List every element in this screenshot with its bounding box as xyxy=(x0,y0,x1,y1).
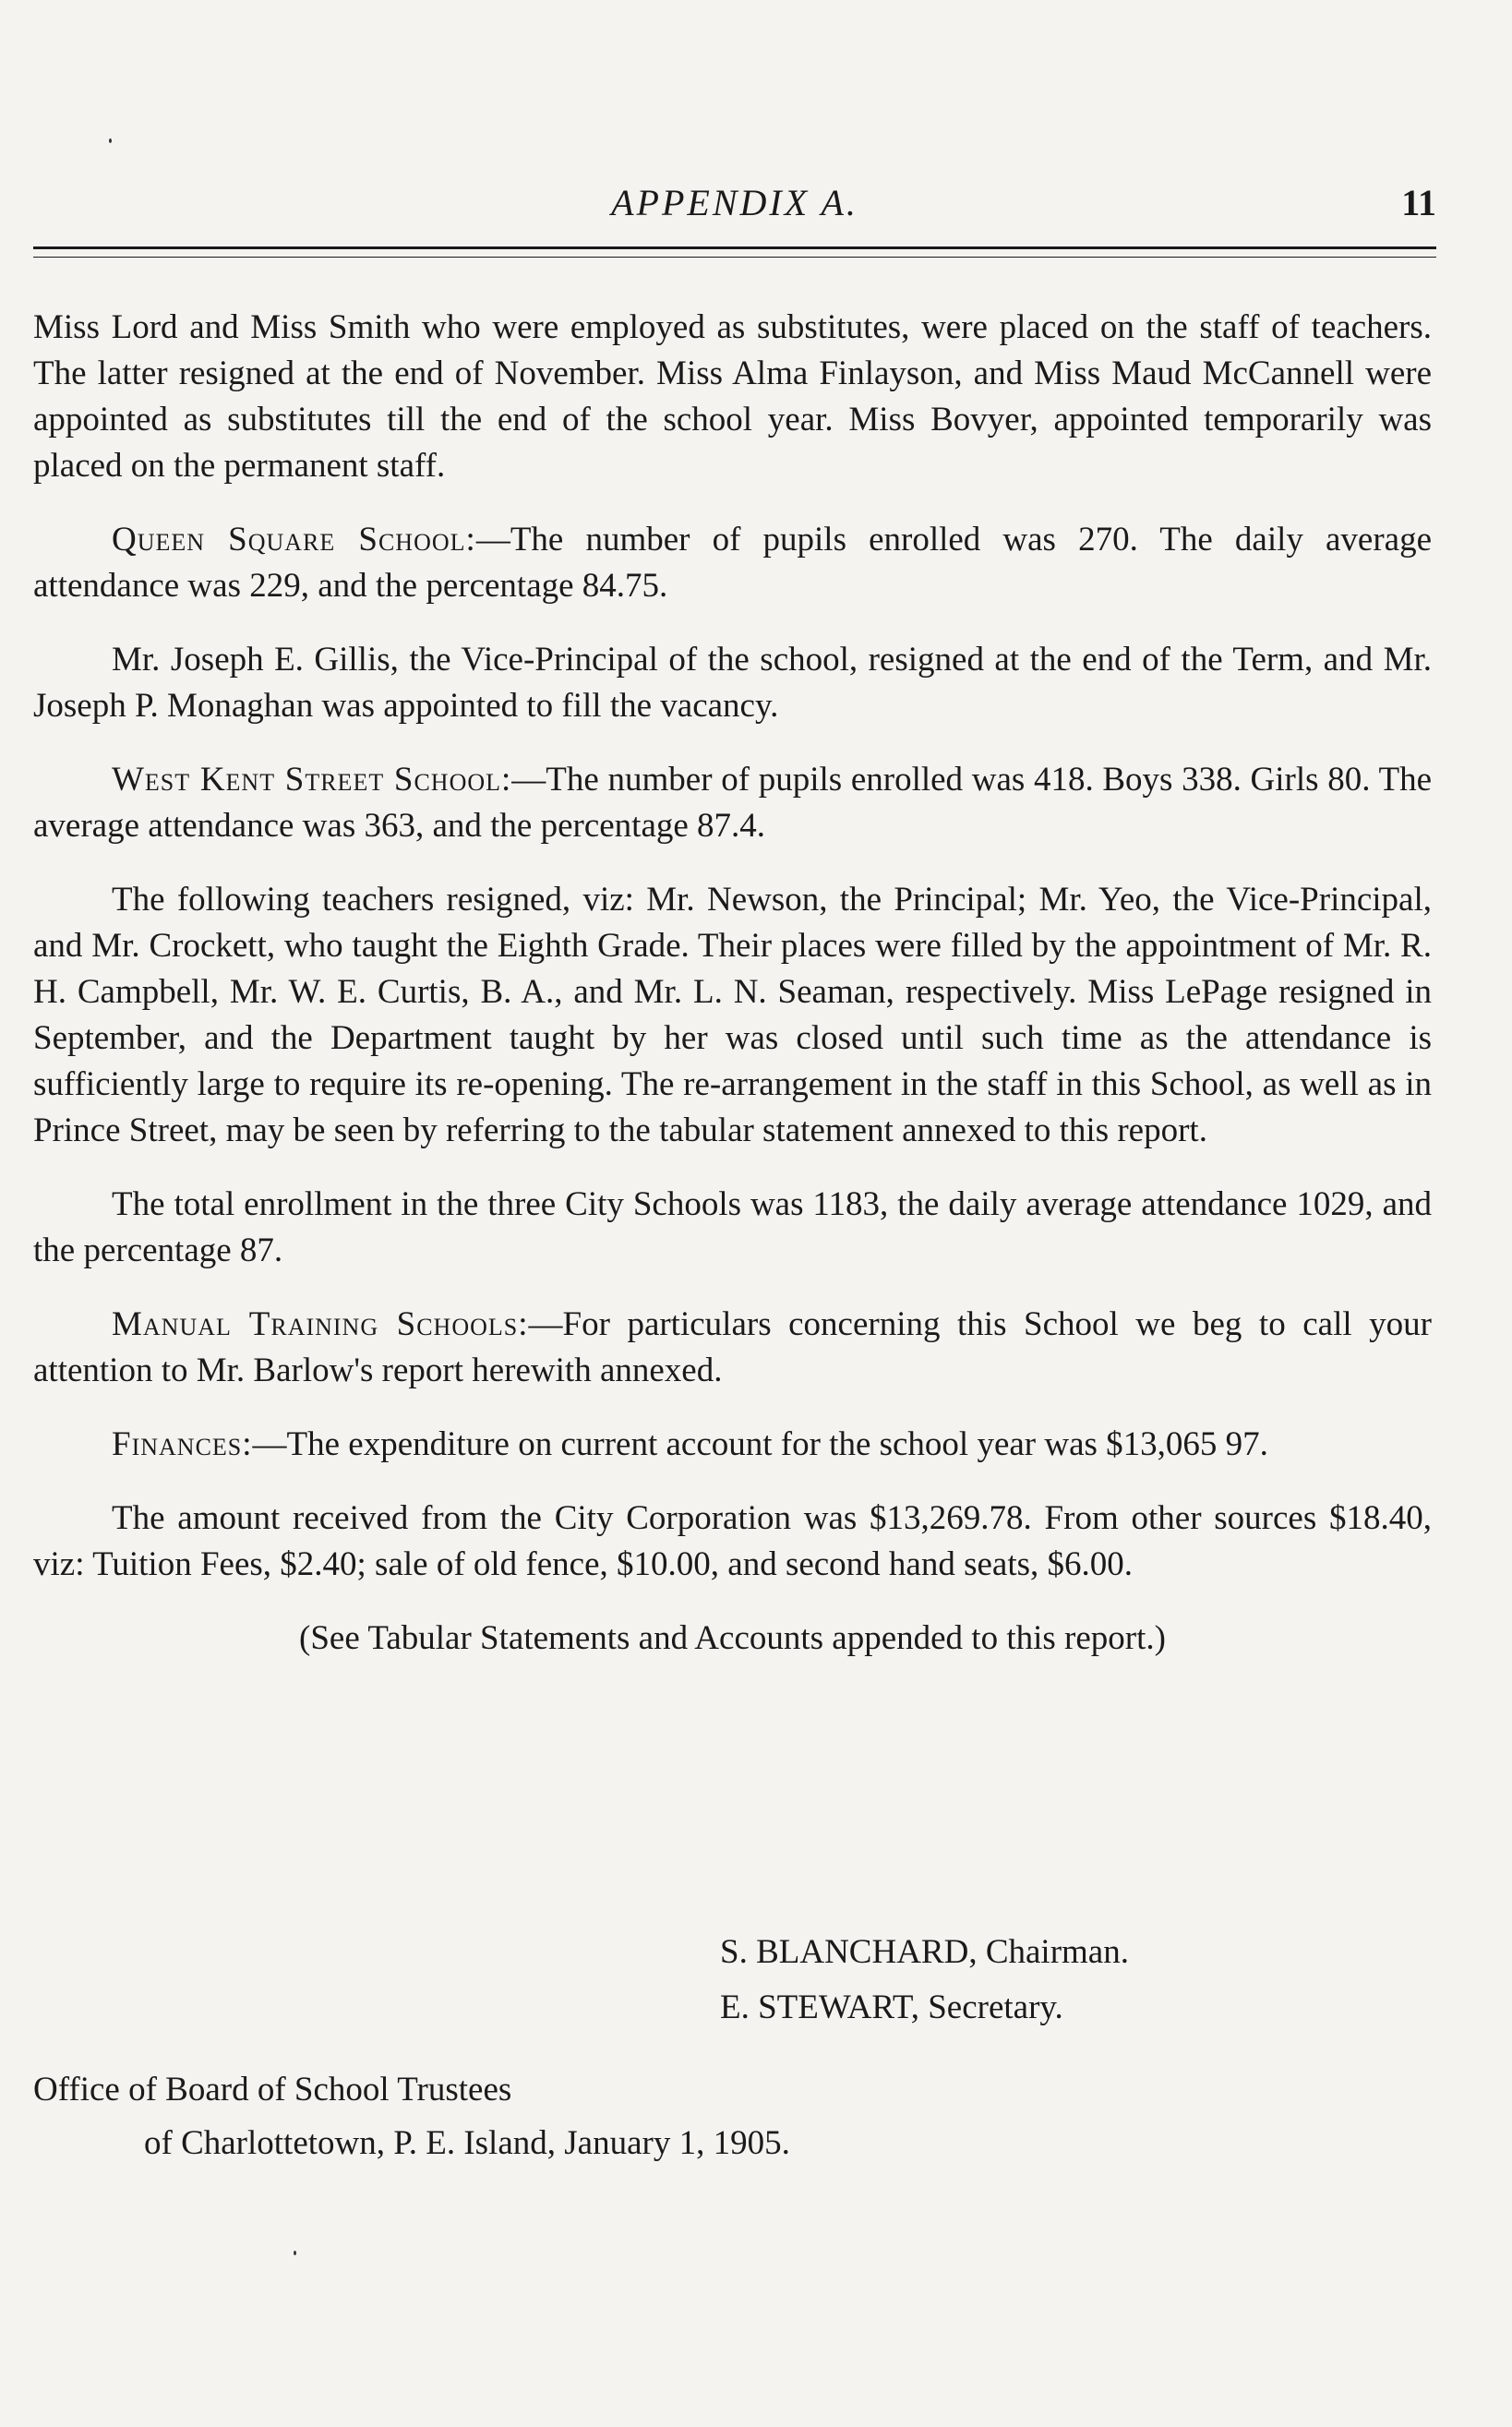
page-number: 11 xyxy=(1401,182,1436,223)
section-heading-queen-square: Queen Square School: xyxy=(112,521,476,559)
tabular-note: (See Tabular Statements and Accounts appended to this report.) xyxy=(299,1619,1166,1657)
section-heading-manual-training: Manual Training Schools: xyxy=(112,1305,529,1343)
body-text xyxy=(33,305,1432,1689)
paragraph-west-kent-body: —The number of pupils enrolled was 418. Boys 338. Girls 80. The average attendance was 363, and the percentage 87.4. xyxy=(33,761,1433,845)
signature-secretary: E. STEWART, Secretary. xyxy=(720,1988,1063,2026)
paragraph-total-enrollment: The total enrollment in the three City Schools was 1183, the daily average attendance 1029, and the percentage 87. xyxy=(33,1185,1432,1269)
office-line-1: Office of Board of School Trustees xyxy=(33,2071,512,2109)
paragraph-finances xyxy=(33,1422,1432,1468)
office-line-2: of Charlottetown, P. E. Island, January 1, 1905. xyxy=(144,2124,790,2162)
ink-speck xyxy=(294,2251,296,2255)
office-block xyxy=(33,2063,790,2170)
paragraph-resignations: The following teachers resigned, viz: Mr. Newson, the Principal; Mr. Yeo, the Vice-Principal, and Mr. Crockett, who taught the Eighth Grade. Their places were filled by the appointment of Mr. R. H. Campbell, Mr. W. E. Curtis, B. A., and Mr. L. N. Seaman, respectively. Miss LePage resigned in September, and the Department taught by her was closed until such time as the attendance is sufficiently large to require its re-opening. The re-arrangement in the staff in this School, as well as in Prince Street, may be seen by referring to the tabular statement annexed to this report. xyxy=(33,881,1432,1149)
header-rule-thick xyxy=(33,246,1436,249)
paragraph-manual-training xyxy=(33,1302,1432,1394)
header-rule-thin xyxy=(33,257,1436,258)
running-title: APPENDIX A. xyxy=(611,182,858,223)
signature-chairman: S. BLANCHARD, Chairman. xyxy=(720,1933,1129,1971)
paragraph-queen-square xyxy=(33,517,1432,609)
paragraph-gillis: Mr. Joseph E. Gillis, the Vice-Principal of the school, resigned at the end of the Term, and Mr. Joseph P. Monaghan was appointed to fill the vacancy. xyxy=(33,641,1432,725)
page-header xyxy=(33,175,1436,231)
section-heading-west-kent: West Kent Street School: xyxy=(112,761,512,799)
paragraph-manual-training-body: —For particulars concerning this School we beg to call your attention to Mr. Barlow's report herewith annexed. xyxy=(33,1305,1432,1389)
paragraph-amount-received: The amount received from the City Corporation was $13,269.78. From other sources $18.40, viz: Tuition Fees, $2.40; sale of old fence, $10.00, and second hand seats, $6.00. xyxy=(33,1499,1432,1583)
paragraph-substitutes: Miss Lord and Miss Smith who were employed as substitutes, were placed on the staff of teachers. The latter resigned at the end of November. Miss Alma Finlayson, and Miss Maud McCannell were appointed as substitutes till the end of the school year. Miss Bovyer, appointed temporarily was placed on the permanent staff. xyxy=(33,308,1432,485)
paragraph-west-kent xyxy=(33,757,1432,849)
paragraph-queen-square-body: —The number of pupils enrolled was 270. The daily average attendance was 229, and the percentage 84.75. xyxy=(33,521,1433,605)
paragraph-finances-body: —The expenditure on current account for the school year was $13,065 97. xyxy=(252,1425,1268,1463)
section-heading-finances: Finances: xyxy=(112,1425,253,1463)
signature-block xyxy=(720,1925,1129,2036)
ink-speck xyxy=(109,138,112,143)
